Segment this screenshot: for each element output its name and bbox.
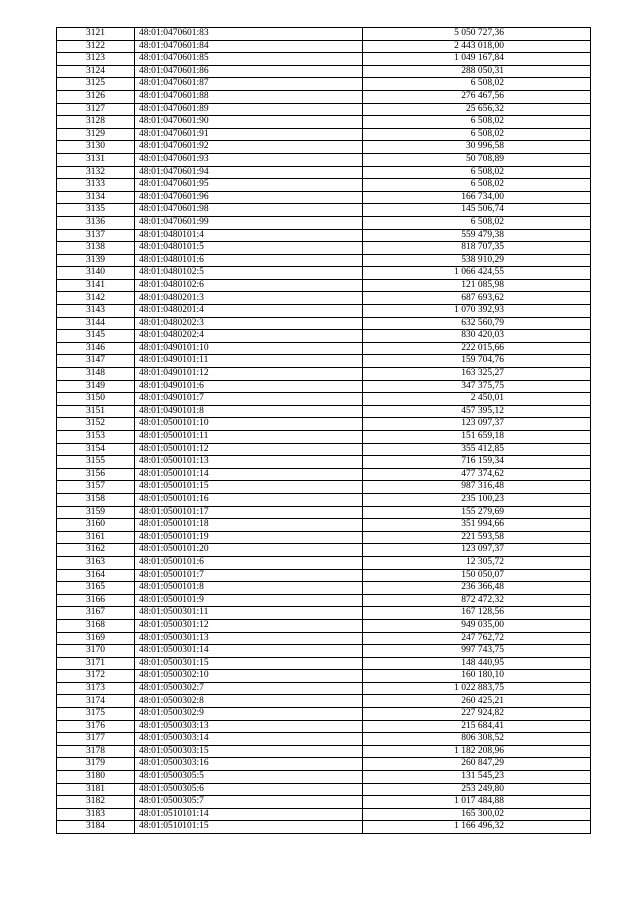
row-number-cell: 3171 (57, 657, 135, 670)
cadastral-value-cell: 50 708,89 (363, 153, 591, 166)
cadastral-value-cell: 1 066 424,55 (363, 267, 591, 280)
cadastral-value-cell: 159 704,76 (363, 355, 591, 368)
cadastral-number-cell: 48:01:0470601:89 (135, 103, 363, 116)
table-row (57, 90, 591, 103)
table-row (57, 216, 591, 229)
table-row (57, 456, 591, 469)
table-row (57, 582, 591, 595)
row-number-cell: 3160 (57, 519, 135, 532)
cadastral-value-cell: 160 180,10 (363, 670, 591, 683)
cadastral-value-cell: 987 316,48 (363, 481, 591, 494)
row-number-cell: 3131 (57, 153, 135, 166)
row-number-cell: 3129 (57, 128, 135, 141)
cadastral-number-cell: 48:01:0500101:17 (135, 506, 363, 519)
cadastral-number-cell: 48:01:0500101:9 (135, 594, 363, 607)
cadastral-value-cell: 30 996,58 (363, 141, 591, 154)
cadastral-value-cell: 457 395,12 (363, 405, 591, 418)
row-number-cell: 3184 (57, 821, 135, 834)
table-row (57, 53, 591, 66)
table-row (57, 468, 591, 481)
cadastral-value-cell: 123 097,37 (363, 418, 591, 431)
cadastral-value-cell: 1 070 392,93 (363, 305, 591, 318)
row-number-cell: 3154 (57, 443, 135, 456)
row-number-cell: 3136 (57, 216, 135, 229)
cadastral-number-cell: 48:01:0510101:14 (135, 808, 363, 821)
row-number-cell: 3168 (57, 619, 135, 632)
cadastral-number-cell: 48:01:0490101:6 (135, 380, 363, 393)
table-row (57, 317, 591, 330)
table-row (57, 821, 591, 834)
cadastral-number-cell: 48:01:0500101:20 (135, 544, 363, 557)
cadastral-value-cell: 6 508,02 (363, 116, 591, 129)
table-row (57, 657, 591, 670)
cadastral-number-cell: 48:01:0470601:85 (135, 53, 363, 66)
cadastral-value-table (56, 27, 591, 834)
row-number-cell: 3165 (57, 582, 135, 595)
cadastral-number-cell: 48:01:0480101:5 (135, 242, 363, 255)
cadastral-number-cell: 48:01:0470601:88 (135, 90, 363, 103)
table-row (57, 279, 591, 292)
row-number-cell: 3157 (57, 481, 135, 494)
cadastral-number-cell: 48:01:0510101:15 (135, 821, 363, 834)
row-number-cell: 3158 (57, 493, 135, 506)
row-number-cell: 3126 (57, 90, 135, 103)
table-row (57, 153, 591, 166)
cadastral-number-cell: 48:01:0490101:10 (135, 342, 363, 355)
cadastral-number-cell: 48:01:0500305:5 (135, 771, 363, 784)
cadastral-number-cell: 48:01:0470601:90 (135, 116, 363, 129)
cadastral-number-cell: 48:01:0500101:14 (135, 468, 363, 481)
cadastral-value-cell: 215 684,41 (363, 720, 591, 733)
row-number-cell: 3169 (57, 632, 135, 645)
table-row (57, 229, 591, 242)
row-number-cell: 3163 (57, 556, 135, 569)
cadastral-number-cell: 48:01:0470601:99 (135, 216, 363, 229)
table-row (57, 179, 591, 192)
table-row (57, 733, 591, 746)
table-row (57, 531, 591, 544)
cadastral-number-cell: 48:01:0500101:15 (135, 481, 363, 494)
row-number-cell: 3179 (57, 758, 135, 771)
table-row (57, 242, 591, 255)
cadastral-value-cell: 25 656,32 (363, 103, 591, 116)
table-row (57, 682, 591, 695)
table-row (57, 619, 591, 632)
cadastral-number-cell: 48:01:0500301:15 (135, 657, 363, 670)
row-number-cell: 3125 (57, 78, 135, 91)
cadastral-value-cell: 165 300,02 (363, 808, 591, 821)
cadastral-value-cell: 227 924,82 (363, 708, 591, 721)
cadastral-number-cell: 48:01:0480202:3 (135, 317, 363, 330)
cadastral-value-cell: 155 279,69 (363, 506, 591, 519)
cadastral-value-cell: 6 508,02 (363, 128, 591, 141)
table-row (57, 166, 591, 179)
cadastral-number-cell: 48:01:0470601:86 (135, 65, 363, 78)
cadastral-value-cell: 830 420,03 (363, 330, 591, 343)
row-number-cell: 3147 (57, 355, 135, 368)
cadastral-value-cell: 123 097,37 (363, 544, 591, 557)
row-number-cell: 3180 (57, 771, 135, 784)
row-number-cell: 3152 (57, 418, 135, 431)
cadastral-number-cell: 48:01:0470601:94 (135, 166, 363, 179)
cadastral-value-cell: 538 910,29 (363, 254, 591, 267)
row-number-cell: 3175 (57, 708, 135, 721)
cadastral-value-cell: 559 479,38 (363, 229, 591, 242)
row-number-cell: 3146 (57, 342, 135, 355)
cadastral-number-cell: 48:01:0500305:7 (135, 796, 363, 809)
table-row (57, 506, 591, 519)
cadastral-number-cell: 48:01:0470601:92 (135, 141, 363, 154)
table-row (57, 40, 591, 53)
table-row (57, 405, 591, 418)
cadastral-value-cell: 1 166 496,32 (363, 821, 591, 834)
table-row (57, 330, 591, 343)
cadastral-number-cell: 48:01:0500303:14 (135, 733, 363, 746)
table-row (57, 254, 591, 267)
cadastral-number-cell: 48:01:0480101:6 (135, 254, 363, 267)
table-row (57, 771, 591, 784)
cadastral-value-cell: 6 508,02 (363, 166, 591, 179)
row-number-cell: 3121 (57, 28, 135, 41)
cadastral-number-cell: 48:01:0480202:4 (135, 330, 363, 343)
row-number-cell: 3123 (57, 53, 135, 66)
row-number-cell: 3170 (57, 645, 135, 658)
cadastral-number-cell: 48:01:0500305:6 (135, 783, 363, 796)
table-row (57, 758, 591, 771)
row-number-cell: 3167 (57, 607, 135, 620)
row-number-cell: 3142 (57, 292, 135, 305)
cadastral-number-cell: 48:01:0490101:7 (135, 393, 363, 406)
row-number-cell: 3181 (57, 783, 135, 796)
cadastral-number-cell: 48:01:0500301:13 (135, 632, 363, 645)
cadastral-number-cell: 48:01:0500301:12 (135, 619, 363, 632)
cadastral-value-cell: 1 182 208,96 (363, 745, 591, 758)
cadastral-value-cell: 148 440,95 (363, 657, 591, 670)
cadastral-value-cell: 288 050,31 (363, 65, 591, 78)
cadastral-number-cell: 48:01:0500101:7 (135, 569, 363, 582)
table-row (57, 368, 591, 381)
cadastral-number-cell: 48:01:0500101:19 (135, 531, 363, 544)
table-body (57, 28, 591, 834)
row-number-cell: 3176 (57, 720, 135, 733)
table-row (57, 569, 591, 582)
cadastral-value-cell: 355 412,85 (363, 443, 591, 456)
cadastral-value-cell: 260 425,21 (363, 695, 591, 708)
cadastral-number-cell: 48:01:0470601:93 (135, 153, 363, 166)
row-number-cell: 3156 (57, 468, 135, 481)
row-number-cell: 3133 (57, 179, 135, 192)
cadastral-value-cell: 5 050 727,36 (363, 28, 591, 41)
cadastral-number-cell: 48:01:0500301:11 (135, 607, 363, 620)
table-row (57, 695, 591, 708)
cadastral-number-cell: 48:01:0470601:95 (135, 179, 363, 192)
row-number-cell: 3183 (57, 808, 135, 821)
cadastral-value-cell: 222 015,66 (363, 342, 591, 355)
cadastral-number-cell: 48:01:0500303:13 (135, 720, 363, 733)
cadastral-number-cell: 48:01:0500101:8 (135, 582, 363, 595)
row-number-cell: 3159 (57, 506, 135, 519)
row-number-cell: 3124 (57, 65, 135, 78)
table-row (57, 380, 591, 393)
cadastral-value-cell: 253 249,80 (363, 783, 591, 796)
table-row (57, 594, 591, 607)
table-row (57, 65, 591, 78)
row-number-cell: 3132 (57, 166, 135, 179)
cadastral-value-cell: 347 375,75 (363, 380, 591, 393)
cadastral-number-cell: 48:01:0500302:8 (135, 695, 363, 708)
row-number-cell: 3174 (57, 695, 135, 708)
table-row (57, 632, 591, 645)
cadastral-value-cell: 632 560,79 (363, 317, 591, 330)
row-number-cell: 3161 (57, 531, 135, 544)
cadastral-value-cell: 151 659,18 (363, 431, 591, 444)
cadastral-number-cell: 48:01:0490101:12 (135, 368, 363, 381)
cadastral-number-cell: 48:01:0500302:10 (135, 670, 363, 683)
table-row (57, 443, 591, 456)
cadastral-value-cell: 236 366,48 (363, 582, 591, 595)
cadastral-number-cell: 48:01:0490101:11 (135, 355, 363, 368)
table-row (57, 808, 591, 821)
cadastral-number-cell: 48:01:0470601:91 (135, 128, 363, 141)
table-row (57, 204, 591, 217)
cadastral-value-cell: 818 707,35 (363, 242, 591, 255)
row-number-cell: 3149 (57, 380, 135, 393)
table-row (57, 355, 591, 368)
row-number-cell: 3143 (57, 305, 135, 318)
cadastral-value-cell: 997 743,75 (363, 645, 591, 658)
row-number-cell: 3166 (57, 594, 135, 607)
row-number-cell: 3140 (57, 267, 135, 280)
row-number-cell: 3151 (57, 405, 135, 418)
row-number-cell: 3128 (57, 116, 135, 129)
table-row (57, 128, 591, 141)
table-row (57, 645, 591, 658)
cadastral-value-cell: 163 325,27 (363, 368, 591, 381)
row-number-cell: 3153 (57, 431, 135, 444)
cadastral-number-cell: 48:01:0500101:11 (135, 431, 363, 444)
row-number-cell: 3173 (57, 682, 135, 695)
table-row (57, 556, 591, 569)
cadastral-value-cell: 145 506,74 (363, 204, 591, 217)
row-number-cell: 3134 (57, 191, 135, 204)
row-number-cell: 3164 (57, 569, 135, 582)
table-row (57, 342, 591, 355)
table-row (57, 292, 591, 305)
table-row (57, 393, 591, 406)
table-row (57, 783, 591, 796)
cadastral-value-cell: 6 508,02 (363, 216, 591, 229)
cadastral-value-cell: 6 508,02 (363, 78, 591, 91)
cadastral-value-cell: 1 022 883,75 (363, 682, 591, 695)
row-number-cell: 3162 (57, 544, 135, 557)
cadastral-number-cell: 48:01:0470601:84 (135, 40, 363, 53)
table-row (57, 141, 591, 154)
row-number-cell: 3122 (57, 40, 135, 53)
cadastral-value-cell: 687 693,62 (363, 292, 591, 305)
table-row (57, 418, 591, 431)
cadastral-value-cell: 716 159,34 (363, 456, 591, 469)
table-row (57, 796, 591, 809)
table-row (57, 431, 591, 444)
cadastral-number-cell: 48:01:0470601:87 (135, 78, 363, 91)
row-number-cell: 3137 (57, 229, 135, 242)
table-row (57, 720, 591, 733)
cadastral-number-cell: 48:01:0500301:14 (135, 645, 363, 658)
row-number-cell: 3177 (57, 733, 135, 746)
cadastral-number-cell: 48:01:0500101:13 (135, 456, 363, 469)
table-row (57, 305, 591, 318)
cadastral-number-cell: 48:01:0500101:16 (135, 493, 363, 506)
row-number-cell: 3127 (57, 103, 135, 116)
cadastral-value-cell: 276 467,56 (363, 90, 591, 103)
cadastral-number-cell: 48:01:0500101:18 (135, 519, 363, 532)
cadastral-number-cell: 48:01:0500101:12 (135, 443, 363, 456)
cadastral-value-cell: 221 593,58 (363, 531, 591, 544)
cadastral-value-cell: 6 508,02 (363, 179, 591, 192)
cadastral-number-cell: 48:01:0500101:6 (135, 556, 363, 569)
cadastral-value-cell: 247 762,72 (363, 632, 591, 645)
cadastral-number-cell: 48:01:0490101:8 (135, 405, 363, 418)
table-row (57, 493, 591, 506)
cadastral-value-cell: 121 085,98 (363, 279, 591, 292)
table-row (57, 544, 591, 557)
table-row (57, 607, 591, 620)
row-number-cell: 3150 (57, 393, 135, 406)
row-number-cell: 3182 (57, 796, 135, 809)
cadastral-value-cell: 235 100,23 (363, 493, 591, 506)
cadastral-number-cell: 48:01:0470601:98 (135, 204, 363, 217)
table-row (57, 267, 591, 280)
row-number-cell: 3141 (57, 279, 135, 292)
cadastral-number-cell: 48:01:0500302:9 (135, 708, 363, 721)
table-row (57, 103, 591, 116)
cadastral-value-cell: 166 734,00 (363, 191, 591, 204)
cadastral-value-cell: 260 847,29 (363, 758, 591, 771)
cadastral-value-cell: 2 450,01 (363, 393, 591, 406)
cadastral-number-cell: 48:01:0480101:4 (135, 229, 363, 242)
table-row (57, 519, 591, 532)
table-row (57, 481, 591, 494)
cadastral-value-cell: 1 017 484,88 (363, 796, 591, 809)
row-number-cell: 3178 (57, 745, 135, 758)
cadastral-number-cell: 48:01:0480201:4 (135, 305, 363, 318)
cadastral-number-cell: 48:01:0500302:7 (135, 682, 363, 695)
cadastral-value-cell: 2 443 018,00 (363, 40, 591, 53)
cadastral-value-cell: 167 128,56 (363, 607, 591, 620)
cadastral-number-cell: 48:01:0480102:6 (135, 279, 363, 292)
cadastral-value-cell: 12 305,72 (363, 556, 591, 569)
cadastral-number-cell: 48:01:0500303:15 (135, 745, 363, 758)
cadastral-number-cell: 48:01:0480102:5 (135, 267, 363, 280)
cadastral-number-cell: 48:01:0480201:3 (135, 292, 363, 305)
table-row (57, 670, 591, 683)
table-row (57, 708, 591, 721)
cadastral-value-cell: 872 472,32 (363, 594, 591, 607)
row-number-cell: 3145 (57, 330, 135, 343)
cadastral-value-cell: 806 308,52 (363, 733, 591, 746)
row-number-cell: 3130 (57, 141, 135, 154)
cadastral-value-cell: 1 049 167,84 (363, 53, 591, 66)
cadastral-number-cell: 48:01:0500101:10 (135, 418, 363, 431)
row-number-cell: 3135 (57, 204, 135, 217)
cadastral-value-cell: 150 050,07 (363, 569, 591, 582)
table-row (57, 191, 591, 204)
row-number-cell: 3138 (57, 242, 135, 255)
cadastral-value-cell: 477 374,62 (363, 468, 591, 481)
table-row (57, 745, 591, 758)
cadastral-number-cell: 48:01:0470601:83 (135, 28, 363, 41)
row-number-cell: 3148 (57, 368, 135, 381)
table-row (57, 78, 591, 91)
cadastral-value-cell: 949 035,00 (363, 619, 591, 632)
row-number-cell: 3139 (57, 254, 135, 267)
row-number-cell: 3155 (57, 456, 135, 469)
table-row (57, 116, 591, 129)
cadastral-number-cell: 48:01:0500303:16 (135, 758, 363, 771)
row-number-cell: 3172 (57, 670, 135, 683)
row-number-cell: 3144 (57, 317, 135, 330)
cadastral-value-cell: 131 545,23 (363, 771, 591, 784)
cadastral-number-cell: 48:01:0470601:96 (135, 191, 363, 204)
table-row (57, 28, 591, 41)
cadastral-value-cell: 351 994,66 (363, 519, 591, 532)
